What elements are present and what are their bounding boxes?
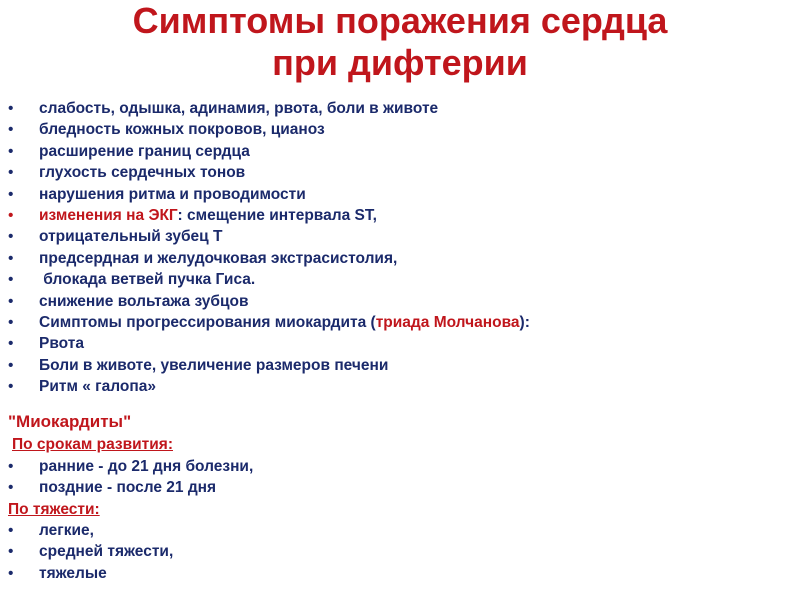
- list-item: [0, 376, 800, 397]
- spacer: [0, 397, 800, 410]
- list-item-text: [39, 312, 530, 333]
- list-item-text: тяжелые: [39, 564, 107, 582]
- list-item: [0, 456, 800, 477]
- bullet: •: [8, 142, 14, 160]
- progression-text: Симптомы прогрессирования миокардита (: [39, 313, 376, 331]
- list-item-text: Рвота: [39, 335, 84, 353]
- bullet: •: [8, 522, 14, 540]
- bullet: •: [8, 206, 14, 224]
- list-item: [0, 477, 800, 498]
- bullet: •: [8, 249, 14, 267]
- list-item-text: отрицательный зубец Т: [39, 228, 223, 246]
- by-severity-label: По тяжести:: [8, 500, 100, 518]
- list-item: [0, 141, 800, 162]
- list-item: [0, 248, 800, 269]
- list-item: [0, 184, 800, 205]
- list-item-text: Боли в животе, увеличение размеров печени: [39, 356, 389, 374]
- list-item: [0, 98, 800, 119]
- list-item-text: предсердная и желудочковая экстрасистолия,: [39, 249, 398, 267]
- list-item-text: расширение границ сердца: [39, 142, 250, 160]
- list-item-text: блокада ветвей пучка Гиса.: [39, 271, 256, 289]
- bullet: •: [8, 457, 14, 475]
- bullet: •: [8, 164, 14, 182]
- page-title: [0, 0, 800, 84]
- list-item-text: Ритм « галопа»: [39, 378, 156, 396]
- bullet: •: [8, 121, 14, 139]
- symptom-list: [0, 98, 800, 584]
- list-item: [0, 119, 800, 140]
- list-item-text: нарушения ритма и проводимости: [39, 185, 306, 203]
- molchanov-triad: триада Молчанова: [375, 313, 520, 331]
- list-item-text: снижение вольтажа зубцов: [39, 292, 249, 310]
- list-item-text: ранние - до 21 дня болезни,: [39, 457, 254, 475]
- bullet: •: [8, 543, 14, 561]
- list-item-progression: [0, 312, 800, 333]
- title-line-2: при дифтерии: [272, 42, 528, 83]
- by-term-label: По срокам развития:: [12, 436, 173, 454]
- ecg-detail: : смещение интервала ST,: [177, 206, 377, 224]
- bullet: •: [8, 335, 14, 353]
- list-item: [0, 162, 800, 183]
- list-item: [0, 541, 800, 562]
- ecg-label: изменения на ЭКГ: [39, 206, 178, 224]
- bullet: •: [8, 479, 14, 497]
- list-item-ecg: [0, 205, 800, 226]
- list-item: [0, 269, 800, 290]
- list-item: [0, 291, 800, 312]
- list-item-text: бледность кожных покровов, цианоз: [39, 121, 325, 139]
- bullet: •: [8, 100, 14, 117]
- bullet: •: [8, 292, 14, 310]
- list-item-text: поздние - после 21 дня: [39, 479, 217, 497]
- bullet: •: [8, 378, 14, 396]
- list-item-text: [39, 205, 377, 226]
- list-item: [0, 226, 800, 247]
- list-item: [0, 355, 800, 376]
- bullet: •: [8, 564, 14, 582]
- list-item-text: средней тяжести,: [39, 543, 174, 561]
- list-item: [0, 333, 800, 354]
- bullet: •: [8, 185, 14, 203]
- bullet: •: [8, 228, 14, 246]
- myocarditis-heading: "Миокардиты": [8, 412, 132, 432]
- list-item-text: легкие,: [39, 522, 94, 540]
- title-line-1: Симптомы поражения сердца: [132, 0, 668, 41]
- list-item: [0, 520, 800, 541]
- progression-close: ):: [519, 313, 530, 331]
- bullet: •: [8, 271, 14, 289]
- bullet: •: [8, 313, 14, 331]
- list-item-text: глухость сердечных тонов: [39, 164, 246, 182]
- bullet: •: [8, 356, 14, 374]
- list-item-text: слабость, одышка, адинамия, рвота, боли в животе: [39, 100, 439, 117]
- list-item: [0, 563, 800, 584]
